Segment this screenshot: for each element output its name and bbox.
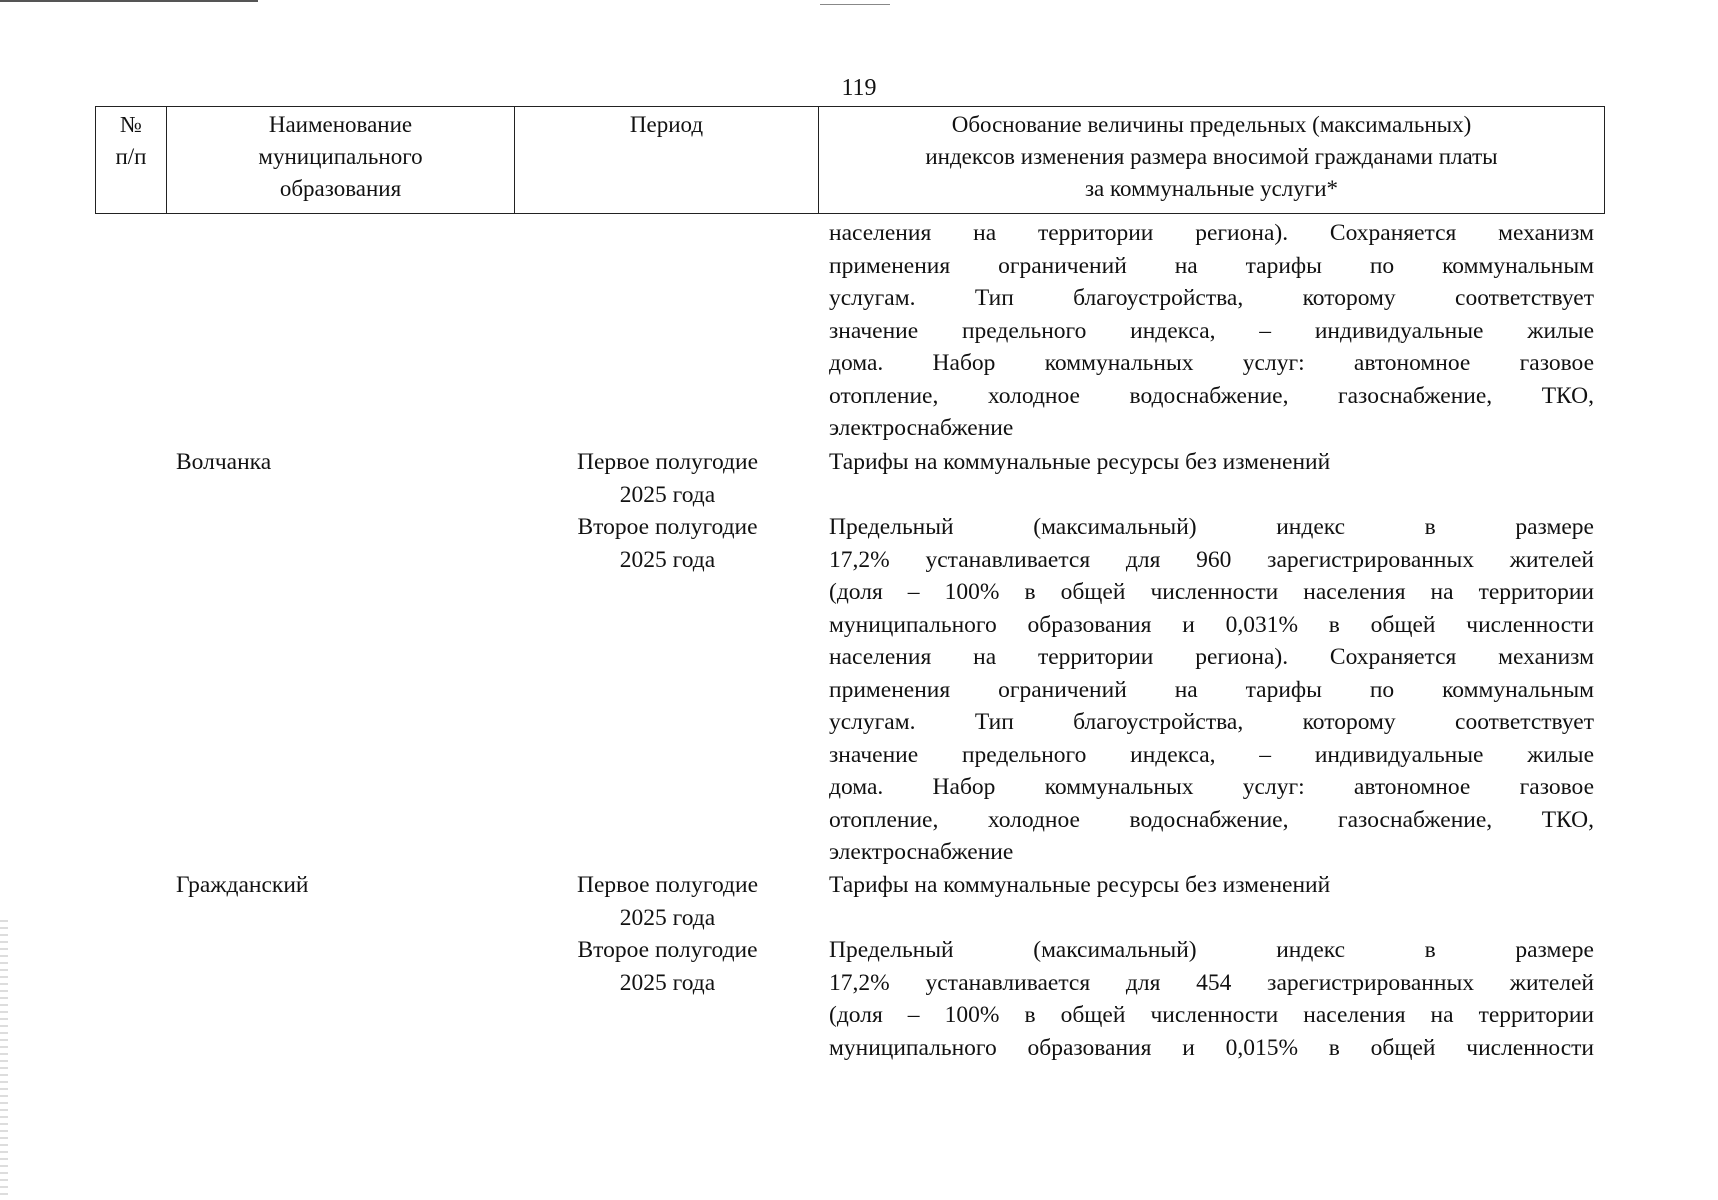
text-line: муниципального образования и 0,015% в общей численности	[829, 1034, 1594, 1061]
header-text: №	[120, 112, 142, 137]
header-col-justification	[819, 107, 1604, 213]
text-line: Предельный (максимальный) индекс в размере	[829, 514, 1594, 540]
first-half-text: Тарифы на коммунальные ресурсы без изменений	[829, 449, 1331, 475]
header-text: образования	[279, 176, 402, 201]
period-second-half	[545, 511, 790, 576]
text-line: отопление, холодное водоснабжение, газоснабжение, ТКО,	[829, 382, 1594, 409]
header-text: за коммунальные услуги*	[1084, 176, 1339, 201]
second-half-text	[829, 511, 1594, 869]
text-line: дома. Набор коммунальных услуг: автономное газовое	[829, 350, 1594, 376]
page-number: 119	[841, 75, 877, 101]
text-line: электроснабжение	[829, 415, 1014, 441]
header-text: Наименование	[268, 112, 413, 137]
text-line: 17,2% устанавливается для 454 зарегистрированных жителей	[829, 969, 1594, 996]
continuation-text	[829, 217, 1594, 445]
header-text: индексов изменения размера вносимой гражданами платы	[925, 144, 1498, 169]
text-line: применения ограничений на тарифы по коммунальным	[829, 676, 1594, 703]
text-line: 17,2% устанавливается для 960 зарегистрированных жителей	[829, 546, 1594, 573]
table-header	[95, 106, 1605, 214]
text-line: отопление, холодное водоснабжение, газоснабжение, ТКО,	[829, 806, 1594, 833]
scan-edge-speckle	[0, 920, 8, 1200]
text-line: применения ограничений на тарифы по коммунальным	[829, 252, 1594, 279]
header-text: Обоснование величины предельных (максимальных)	[951, 112, 1472, 137]
text-line: электроснабжение	[829, 839, 1014, 865]
municipality-name: Волчанка	[176, 449, 272, 475]
first-half-text: Тарифы на коммунальные ресурсы без изменений	[829, 872, 1331, 898]
text-line: значение предельного индекса, – индивидуальные жилые	[829, 317, 1594, 344]
period-second-half	[545, 934, 790, 999]
scan-edge-line	[0, 0, 258, 2]
period-line: 2025 года	[619, 969, 716, 996]
municipality-name: Гражданский	[176, 872, 309, 898]
text-line: Предельный (максимальный) индекс в размере	[829, 937, 1594, 963]
period-line: 2025 года	[619, 904, 716, 931]
scan-edge-mark	[820, 4, 890, 5]
header-text: муниципального	[258, 144, 423, 169]
text-line: значение предельного индекса, – индивидуальные жилые	[829, 741, 1594, 768]
header-text: п/п	[115, 144, 147, 169]
period-line: 2025 года	[619, 481, 716, 508]
period-line: 2025 года	[619, 546, 716, 573]
period-first-half	[545, 446, 790, 511]
header-col-municipality	[167, 107, 515, 213]
text-line: услугам. Тип благоустройства, которому соответствует	[829, 285, 1594, 311]
header-col-period	[515, 107, 819, 213]
text-line: (доля – 100% в общей численности населения на территории	[829, 579, 1594, 605]
text-line: населения на территории региона). Сохраняется механизм	[829, 220, 1594, 246]
text-line: услугам. Тип благоустройства, которому соответствует	[829, 709, 1594, 735]
second-half-text	[829, 934, 1594, 1064]
text-line: (доля – 100% в общей численности населения на территории	[829, 1002, 1594, 1028]
text-line: муниципального образования и 0,031% в общей численности	[829, 611, 1594, 638]
text-line: населения на территории региона). Сохраняется механизм	[829, 644, 1594, 670]
period-line: Первое полугодие	[576, 449, 758, 475]
header-col-number	[96, 107, 167, 213]
text-line: дома. Набор коммунальных услуг: автономное газовое	[829, 774, 1594, 800]
period-line: Первое полугодие	[576, 872, 758, 898]
period-line: Второе полугодие	[577, 514, 758, 540]
header-text: Период	[629, 112, 704, 137]
period-first-half	[545, 869, 790, 934]
period-line: Второе полугодие	[577, 937, 758, 963]
